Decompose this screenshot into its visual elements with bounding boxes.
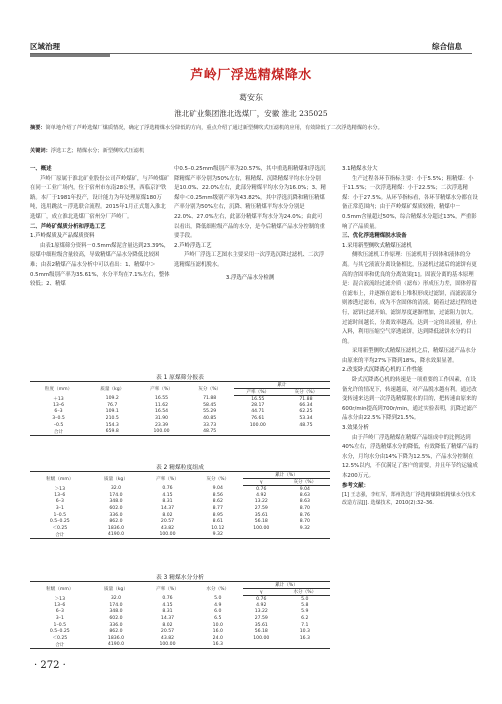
keywords-label: 关键词： [30, 148, 51, 154]
table-cell: 6–3 [55, 609, 64, 615]
table-cell: 4.15 [162, 492, 173, 498]
table-cell: 58.45 [203, 402, 217, 408]
table-cell: 8.63 [299, 492, 310, 498]
table-cell: 1–0.5 [53, 622, 67, 628]
text-column-2 [174, 165, 326, 283]
table-row [30, 499, 330, 506]
table-cell: 23.39 [154, 422, 169, 428]
table-cell: 24.0 [212, 635, 223, 641]
table-cell: 35.61 [254, 512, 268, 518]
table-header: 水分（%） [193, 582, 243, 596]
reference-item: [1] 王志强，李红军，郑州洗选厂浮选精煤降低精煤水分技术改造方法[J]. 选煤技术，2010(2):32–36. [342, 492, 476, 507]
table-row [30, 492, 330, 499]
table-cell: 合计 [30, 428, 87, 435]
table-cell: 348.0 [109, 499, 123, 505]
table-cell: 174.0 [109, 492, 123, 498]
table-cell: 10.12 [211, 525, 225, 531]
keywords [30, 147, 472, 154]
table3-clean-coal-moisture [30, 581, 330, 649]
table-cell: 8.62 [212, 499, 223, 505]
table-header: 产率（%） [142, 472, 192, 486]
table-cell: 6.2 [301, 616, 309, 622]
table-cell: 100.00 [137, 428, 185, 435]
table-cell: 20.57 [160, 629, 175, 635]
table-header: 产率（%） [142, 582, 192, 596]
paragraph: 由表1原煤筛分资料－0.5mm煤泥含量达到23.39%，原煤中细粒级含量较高，导致精煤产品水分降低比较困难；由表2精煤产品水分析中可以看出：1、精煤中＞0.5mm级别产率为35.61%，水分平均在7.1%左右，整体较低；2、精煤 [30, 242, 170, 288]
table-subheader: γ [243, 589, 280, 596]
table-row [30, 396, 330, 403]
table-cell: 合计 [30, 532, 90, 539]
table-cell: ＜0.25 [52, 636, 68, 642]
table-cell: 4.92 [256, 492, 267, 498]
table-cell: 9.04 [299, 486, 310, 492]
table-cell: 3–1 [55, 506, 64, 512]
table-cell: 16.55 [154, 396, 169, 402]
table-cell [280, 642, 330, 649]
table-cell: 5.8 [301, 602, 309, 608]
table-cell: 16.3 [299, 635, 310, 641]
table-header: 累计（%） [243, 472, 330, 479]
abstract-label: 摘要： [30, 125, 46, 131]
table-row [30, 628, 330, 635]
table-cell: 13–6 [52, 402, 65, 408]
table2-clean-coal-size [30, 471, 330, 539]
table-cell: 100.00 [253, 635, 270, 641]
page-number: · 272 · [34, 660, 66, 671]
section-heading: 3.1精煤水分大 [342, 166, 378, 172]
table1-raw-coal-screening [30, 381, 330, 436]
table-cell: 8.61 [212, 519, 223, 525]
table-header: 质量（kg） [87, 382, 137, 396]
table-row [30, 622, 330, 629]
table-header: 质量（kg） [90, 582, 143, 596]
table-cell: 53.34 [299, 416, 313, 422]
table-cell: 6.5 [214, 616, 222, 622]
table-row [30, 415, 330, 422]
table-cell: 1836.0 [107, 635, 124, 641]
header-accent-bar [30, 54, 110, 57]
table-cell: 14.37 [160, 616, 175, 622]
paragraph: 由于芦岭厂浮选精煤在精煤产品组成中的比例达到40%左右，浮选精煤水分的降低，有效降低了精煤产品的水分，月均水分由14%下降为12.5%，产品水分控制在12.5%以内，不仅满足了客户的需要，并且年节约运输成本200万元。 [342, 434, 478, 479]
table-cell: 0.5–0.25 [49, 519, 70, 525]
table-cell: –0.5 [53, 422, 64, 428]
table-cell: 100.00 [249, 422, 266, 428]
table-cell: 4.9 [214, 602, 222, 608]
table-cell: 10.3 [299, 629, 310, 635]
table-row [30, 428, 330, 435]
table-cell: 28.17 [251, 402, 265, 408]
table-cell: ＋13 [53, 396, 64, 402]
table-header: 粒度（mm） [30, 382, 87, 396]
table-row [30, 532, 330, 539]
table-cell: 5.0 [214, 596, 222, 602]
table-header: 质量（kg） [90, 472, 143, 486]
author-affiliation: 淮北矿业集团淮北选煤厂，安徽 淮北 235025 [174, 109, 328, 118]
table-cell: 44.71 [251, 409, 265, 415]
table-cell: 55.29 [203, 409, 217, 415]
table-cell: 31.90 [154, 416, 169, 422]
journal-column-label: 综合信息 [432, 42, 462, 51]
table-subheader: 水分（%） [280, 589, 330, 596]
table-cell: 336.0 [109, 622, 123, 628]
section-heading: 1.采用新型侧吹式精煤压滤机 [342, 242, 412, 249]
paragraph: 采用新型侧吹式精煤压滤机之后，精煤压滤产品水分由原来的平均27%下降到18%，降水效果显著。 [342, 348, 476, 364]
table-cell: 4190.0 [90, 532, 143, 539]
table-cell: 10.0 [212, 622, 223, 628]
table-cell: 35.61 [254, 622, 268, 628]
table-cell: 0.76 [256, 486, 267, 492]
table-row [30, 486, 330, 493]
journal-section-label: 区域治理 [30, 42, 60, 51]
table-row [30, 635, 330, 642]
table-cell [282, 428, 330, 435]
table-cell: 56.18 [254, 519, 268, 525]
table-cell: 48.75 [186, 428, 234, 435]
table-cell: 8.63 [299, 499, 310, 505]
table-cell: 40.85 [203, 416, 217, 422]
table-cell: 8.76 [299, 512, 310, 518]
table-cell: 659.8 [87, 428, 137, 435]
table-cell [280, 532, 330, 539]
section-heading: 3.效果分析 [342, 425, 369, 432]
text-column-1 [30, 165, 170, 290]
table-cell: 8.77 [212, 506, 223, 512]
table-cell: 9.04 [212, 486, 223, 492]
table-cell: 862.0 [109, 629, 123, 635]
paragraph: 生产过程各环节指标主要：小于5.5%；粗精煤：小于11.5%；一次浮选精煤：小于22.5%；二次浮选精煤：小于27.5%。从环节指标看，各环节精煤水分都在设备正常范围内；由于芦岭煤矿煤质较粉，精煤中－0.5mm含量超过50%，综合精煤水分超过13%，严重影响了产品质量。 [342, 175, 478, 230]
table2-caption: 表 2 精煤粒度组成 [156, 465, 204, 471]
table-cell: 62.25 [299, 409, 313, 415]
table-cell: 32.0 [110, 596, 122, 602]
table-cell: 8.02 [162, 622, 173, 628]
table-cell: 8.95 [212, 512, 223, 518]
table-cell: 154.3 [105, 422, 119, 428]
table-cell: 11.62 [154, 402, 169, 408]
table-cell: 6–3 [54, 409, 63, 415]
table-cell: 602.0 [109, 616, 123, 622]
table-cell: 9.32 [193, 532, 243, 539]
section-heading: 三、优化浮选精煤脱水设备 [342, 233, 407, 240]
table-cell: 8.31 [162, 499, 173, 505]
article-title: 芦岭厂浮选精煤降水 [190, 68, 312, 83]
table-cell: 8.70 [299, 519, 310, 525]
paragraph: 卧式沉降离心机的转速是一项重要的工作因素，在设备允许的情况下，转速越高，对产品脱水越有利。通过改变转速来达到一次浮选精煤脱水的目的，把转速由原来的600r/min提高到700r/min，通过实验表明，沉降过滤产品水分由22.5%下降到21.5%。 [342, 377, 478, 422]
table-header: 灰分（%） [193, 472, 243, 486]
table-cell: 合计 [30, 642, 90, 649]
table-row [30, 512, 330, 519]
paragraph: 中0.5–0.25mm级别产率为20.57%，其中重选粗精煤和浮选沉降精煤产率分别为50%左右，粗精煤、沉降精煤平均水分分别是10.0%、22.0%左右，此部分精煤平均水分为16.0%；3、精煤中＜0.25mm级别产率为43.82%，其中浮选沉降和精压精煤产率分别为50%左右，沉降、精压精煤平均水分分别是22.0%、27.0%左右，此部分精煤平均水分为24.0%；由此可以看出，降低细粒级产品的水分，是今后精煤产品水分控制的重要手段。 [174, 166, 326, 240]
table-row [30, 505, 330, 512]
table-cell: 14.37 [160, 506, 175, 512]
table-row [30, 609, 330, 616]
table-cell: 8.70 [299, 506, 310, 512]
table3-caption: 表 3 精煤水分分析 [156, 575, 204, 581]
table-cell: 348.0 [109, 609, 123, 615]
table-cell: 3–0.5 [52, 416, 65, 422]
table-cell: 9.32 [299, 525, 310, 531]
table-cell: 6–3 [55, 499, 64, 505]
table-cell: 0.76 [162, 486, 173, 492]
table-row [30, 642, 330, 649]
table-cell: 43.82 [160, 635, 175, 641]
table-cell: 1836.0 [107, 525, 124, 531]
table-cell: 32.0 [110, 486, 122, 492]
article-author: 葛安东 [239, 93, 263, 102]
table-cell: 100.00 [142, 642, 192, 649]
table-row [30, 409, 330, 416]
table-subheader: γ [243, 479, 280, 486]
table-cell: 1–0.5 [53, 512, 67, 518]
abstract [30, 124, 472, 133]
table-cell: 76.61 [251, 416, 265, 422]
table-cell: 0.76 [256, 596, 267, 602]
table-subheader: 灰分（%） [282, 389, 330, 396]
table-cell: 862.0 [109, 519, 123, 525]
table-header: 灰分（%） [186, 382, 234, 396]
table-cell: 5.9 [301, 609, 309, 615]
table-cell: 8.56 [212, 492, 223, 498]
table-cell: 4190.0 [90, 642, 143, 649]
section-heading: 3.浮选产品水分检测 [225, 274, 275, 281]
table-row [30, 615, 330, 622]
table-cell: 174.0 [109, 602, 123, 608]
table-cell: ＜0.25 [52, 526, 68, 532]
table-cell: 76.7 [107, 402, 118, 408]
table-cell: 66.34 [299, 402, 313, 408]
table-cell: 71.88 [203, 396, 217, 402]
paragraph: 芦岭厂浮选工艺图水主要采用一次浮选沉降过滤机、二次浮选精煤压滤机脱水。 [174, 252, 325, 268]
table-cell: 100.00 [253, 525, 270, 531]
table-cell: 8.02 [162, 512, 173, 518]
table-subheader: 产率（%） [234, 389, 282, 396]
table-header: 产率（%） [137, 382, 185, 396]
table-cell: 3–1 [55, 616, 64, 622]
table-cell: 16.3 [193, 642, 243, 649]
abstract-text: 简单地介绍了芦岭选煤厂煤质情况，确定了浮选精煤水分降低的方向，重点介绍了通过新型侧吹式压滤机的应用，有效降低了二次浮选精煤的水分。 [45, 125, 383, 131]
table-cell: 48.75 [299, 422, 313, 428]
table-row [30, 596, 330, 603]
table-header: 累计 [234, 382, 330, 389]
keywords-text: 浮选工艺；精煤水分；新型侧吹式压滤机 [50, 148, 145, 154]
table-cell: 7.1 [301, 622, 309, 628]
table-cell: 336.0 [109, 512, 123, 518]
table1-caption: 表 1 原煤筛分报表 [156, 375, 204, 381]
section-heading: 一、概述 [30, 166, 52, 172]
table-cell: 109.2 [105, 396, 119, 402]
table-cell: 13–6 [54, 492, 66, 498]
table-cell: ＞13 [54, 486, 66, 492]
table-cell: 602.0 [109, 506, 123, 512]
table-header: 粒级（mm） [30, 472, 90, 486]
table-cell: 6.0 [214, 609, 222, 615]
section-heading: 2.芦岭浮选工艺 [174, 242, 212, 249]
table-cell: ＞13 [54, 596, 66, 602]
table-cell: 100.00 [142, 532, 192, 539]
section-heading: 2.改变卧式沉降离心机的工作性能 [342, 367, 423, 374]
table-cell: 13.22 [254, 499, 268, 505]
table-cell: 71.88 [299, 396, 313, 402]
table-cell: 4.92 [256, 602, 267, 608]
table-cell: 20.57 [160, 519, 175, 525]
table-row [30, 402, 330, 409]
table-header: 粒级（mm） [30, 582, 90, 596]
table-cell: 109.1 [105, 409, 119, 415]
table-cell: 4.15 [162, 602, 173, 608]
section-heading: 1.芦岭煤质及产品煤质资料 [30, 233, 95, 240]
table-cell: 27.59 [254, 616, 268, 622]
paragraph: 侧吹压滤机工作原理：压滤机用于固体和液体的分离。与其它液液分离设备相比，压滤机过滤后的滤饼有更高的含固率和优良的分离效果[1]。固液分离的基本原理是：混合液流经过滤介质（滤布）形成压力差，固体停留在滤布上，并逐渐在滤布上堆积形成过滤饼，而滤液部分则渗透过滤布，成为不含固体的清液。随着过滤过程的进行，滤饼过滤开始，滤饼厚度逐渐增加，过滤阻力加大。过滤时间越长，分离效率越高。达到一定的出液量，停止入料，利用压缩空气穿透滤饼，达到降低滤饼水分的目的。 [342, 252, 477, 345]
table-cell: 5.0 [301, 596, 309, 602]
table-cell: 13.22 [254, 609, 268, 615]
table-cell: 13–6 [54, 602, 66, 608]
table-cell: 56.18 [254, 629, 268, 635]
paragraph: 芦岭厂原属于淮北矿业股份公司芦岭煤矿，与芦岭煤矿在同一工业广场内，位于宿州市东南28公里，西临京沪铁路。本厂于1981年投产，设计能力为年处理原煤180万吨，选用跳汰－浮选联合流程。2015年1月正式划入淮北选煤厂，成立淮北选煤厂宿州分厂芦岭厂。 [30, 175, 170, 220]
section-heading: 二、芦岭矿煤质分析和浮选工艺 [30, 223, 106, 230]
table-cell [243, 532, 280, 539]
table-cell: 43.82 [160, 525, 175, 531]
table-cell: 16.0 [212, 629, 223, 635]
table-row [30, 422, 330, 429]
table-cell: 16.55 [251, 396, 265, 402]
table-cell [234, 428, 282, 435]
table-row [30, 518, 330, 525]
table-cell: 0.5–0.25 [49, 629, 70, 635]
table-header: 累计（%） [243, 582, 330, 589]
table-cell: 33.73 [203, 422, 217, 428]
table-cell: 27.59 [254, 506, 268, 512]
table-row [30, 602, 330, 609]
table-row [30, 525, 330, 532]
table-cell: 8.31 [162, 609, 173, 615]
section-heading: 参考文献： [342, 482, 369, 489]
table-subheader: 灰分（%） [280, 479, 330, 486]
table-cell: 16.54 [154, 409, 169, 415]
table-cell [243, 642, 280, 649]
table-cell: 0.76 [162, 596, 173, 602]
table-cell: 210.5 [105, 416, 119, 422]
text-column-3 [342, 165, 478, 507]
